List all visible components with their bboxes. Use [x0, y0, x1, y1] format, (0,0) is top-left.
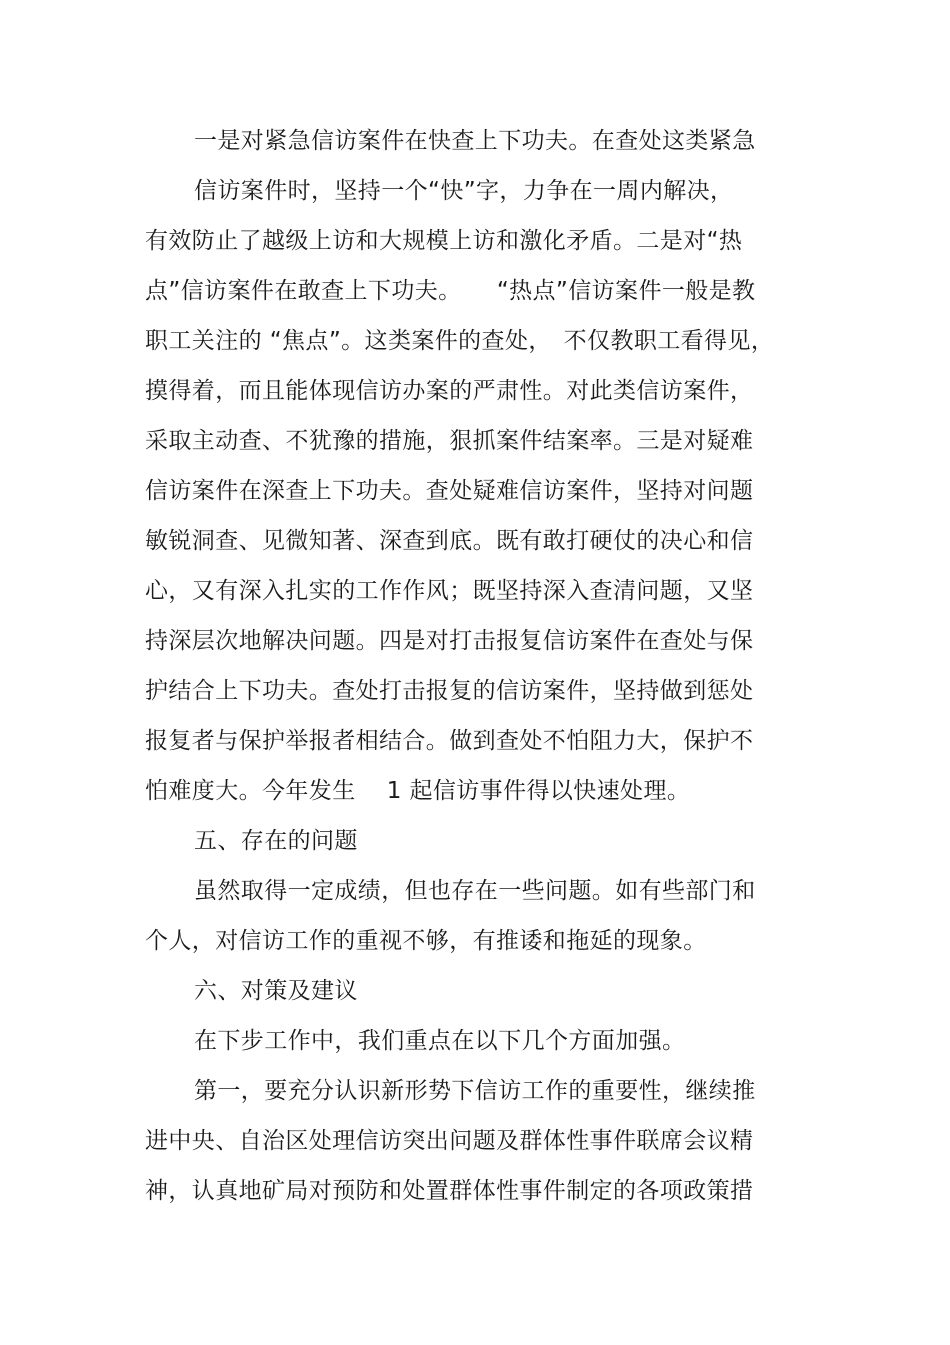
text-line: 信访案件时，坚持一个“快”字，力争在一周内解决，	[194, 178, 734, 204]
text-line: 虽然取得一定成绩，但也存在一些问题。如有些部门和	[194, 878, 756, 904]
text-line: 怕难度大。今年发生 1 起信访事件得以快速处理。	[145, 778, 691, 804]
text-line: 报复者与保护举报者相结合。做到查处不怕阻力大，保护不	[145, 728, 754, 754]
text-line: 第一，要充分认识新形势下信访工作的重要性，继续推	[194, 1078, 756, 1104]
text-line: 摸得着，而且能体现信访办案的严肃性。对此类信访案件，	[145, 378, 754, 404]
text-line: 神，认真地矿局对预防和处置群体性事件制定的各项政策措	[145, 1178, 754, 1204]
text-line: 职工关注的 “焦点”。这类案件的查处， 不仅教职工看得见，	[145, 328, 775, 354]
text-line: 敏锐洞查、见微知著、深查到底。既有敢打硬仗的决心和信	[145, 528, 754, 554]
text-line: 心，又有深入扎实的工作作风；既坚持深入查清问题，又坚	[145, 578, 754, 604]
text-line: 信访案件在深查上下功夫。查处疑难信访案件，坚持对问题	[145, 478, 754, 504]
text-line: 有效防止了越级上访和大规模上访和激化矛盾。二是对“热	[145, 228, 743, 254]
section-heading: 六、对策及建议	[194, 978, 358, 1004]
text-line: 点”信访案件在敢查上下功夫。 “热点”信访案件一般是教	[145, 278, 756, 304]
text-line: 个人，对信访工作的重视不够，有推诿和拖延的现象。	[145, 928, 707, 954]
section-heading: 五、存在的问题	[194, 828, 358, 854]
text-line: 护结合上下功夫。查处打击报复的信访案件，坚持做到惩处	[145, 678, 754, 704]
text-line: 一是对紧急信访案件在快查上下功夫。在查处这类紧急	[194, 128, 756, 154]
text-line: 进中央、自治区处理信访突出问题及群体性事件联席会议精	[145, 1128, 754, 1154]
text-line: 持深层次地解决问题。四是对打击报复信访案件在查处与保	[145, 628, 754, 654]
text-line: 采取主动查、不犹豫的措施，狠抓案件结案率。三是对疑难	[145, 428, 754, 454]
text-line: 在下步工作中，我们重点在以下几个方面加强。	[194, 1028, 686, 1054]
